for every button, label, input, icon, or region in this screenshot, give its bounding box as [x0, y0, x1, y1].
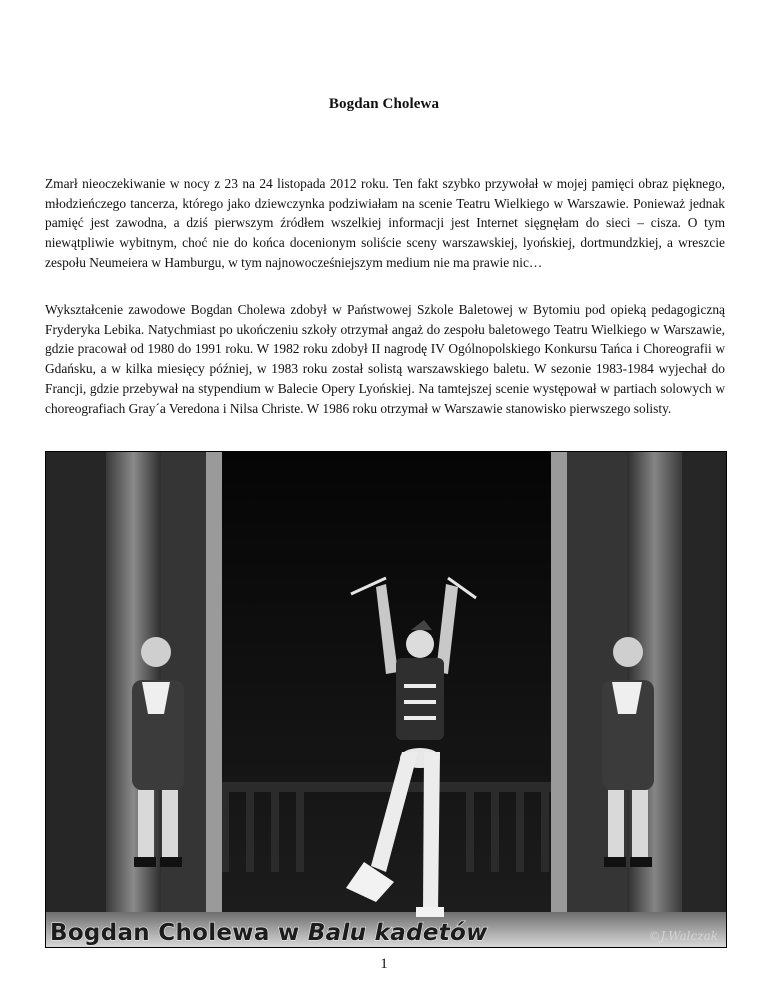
photo-watermark: ©J.Walczak [648, 929, 718, 943]
paragraph-intro: Zmarł nieoczekiwanie w nocy z 23 na 24 listopada 2012 roku. Ten fakt szybko przywołał w mojej pamięci obraz pięknego, młodzieńczego tancerza, którego jako dziewczynka podziwiałam na scenie Teatru Wielkiego w Warszawie. Ponieważ jednak pamięć jest zawodna, a dziś pierwszym źródłem wszelkiej informacji jest Internet sięgnęłam do sieci – cisza. O tym niewątpliwie wybitnym, choć nie do końca docenionym soliście sceny warszawskiej, lyońskiej, dortmundzkiej, a wreszcie zespołu Neumeiera w Hamburgu, w tym najnowocześniejszym medium nie ma prawie nic… [45, 176, 725, 270]
page-number: 1 [380, 956, 388, 972]
photo-caption [50, 920, 488, 946]
stage-photo [45, 451, 727, 948]
page-title: Bogdan Cholewa [328, 96, 440, 112]
paragraph-education: Wykształcenie zawodowe Bogdan Cholewa zdobył w Państwowej Szkole Baletowej w Bytomiu pod opieką pedagogiczną Fryderyka Lebika. Natychmiast po ukończeniu szkoły otrzymał angaż do zespołu baletowego Teatru Wielkiego w Warszawie, gdzie pracował od 1980 do 1991 roku. W 1982 roku zdobył II nagrodę IV Ogólnopolskiego Konkursu Tańca i Choreografii w Gdańsku, a w kilka miesięcy później, w 1983 roku został solistą warszawskiego baletu. W sezonie 1983-1984 wyjechał do Francji, gdzie przebywał na stypendium w Balecie Opery Lyońskiej. Na tamtejszej scenie występował w partiach solowych w choreografiach Gray´a Veredona i Nilsa Christe. W 1986 roku otrzymał w Warszawie stanowisko pierwszego solisty. [45, 302, 725, 416]
photo-caption-prefix: Bogdan Cholewa w [50, 920, 308, 946]
stage-photo-illustration [46, 452, 726, 947]
photo-caption-title: Balu kadetów [307, 920, 488, 946]
